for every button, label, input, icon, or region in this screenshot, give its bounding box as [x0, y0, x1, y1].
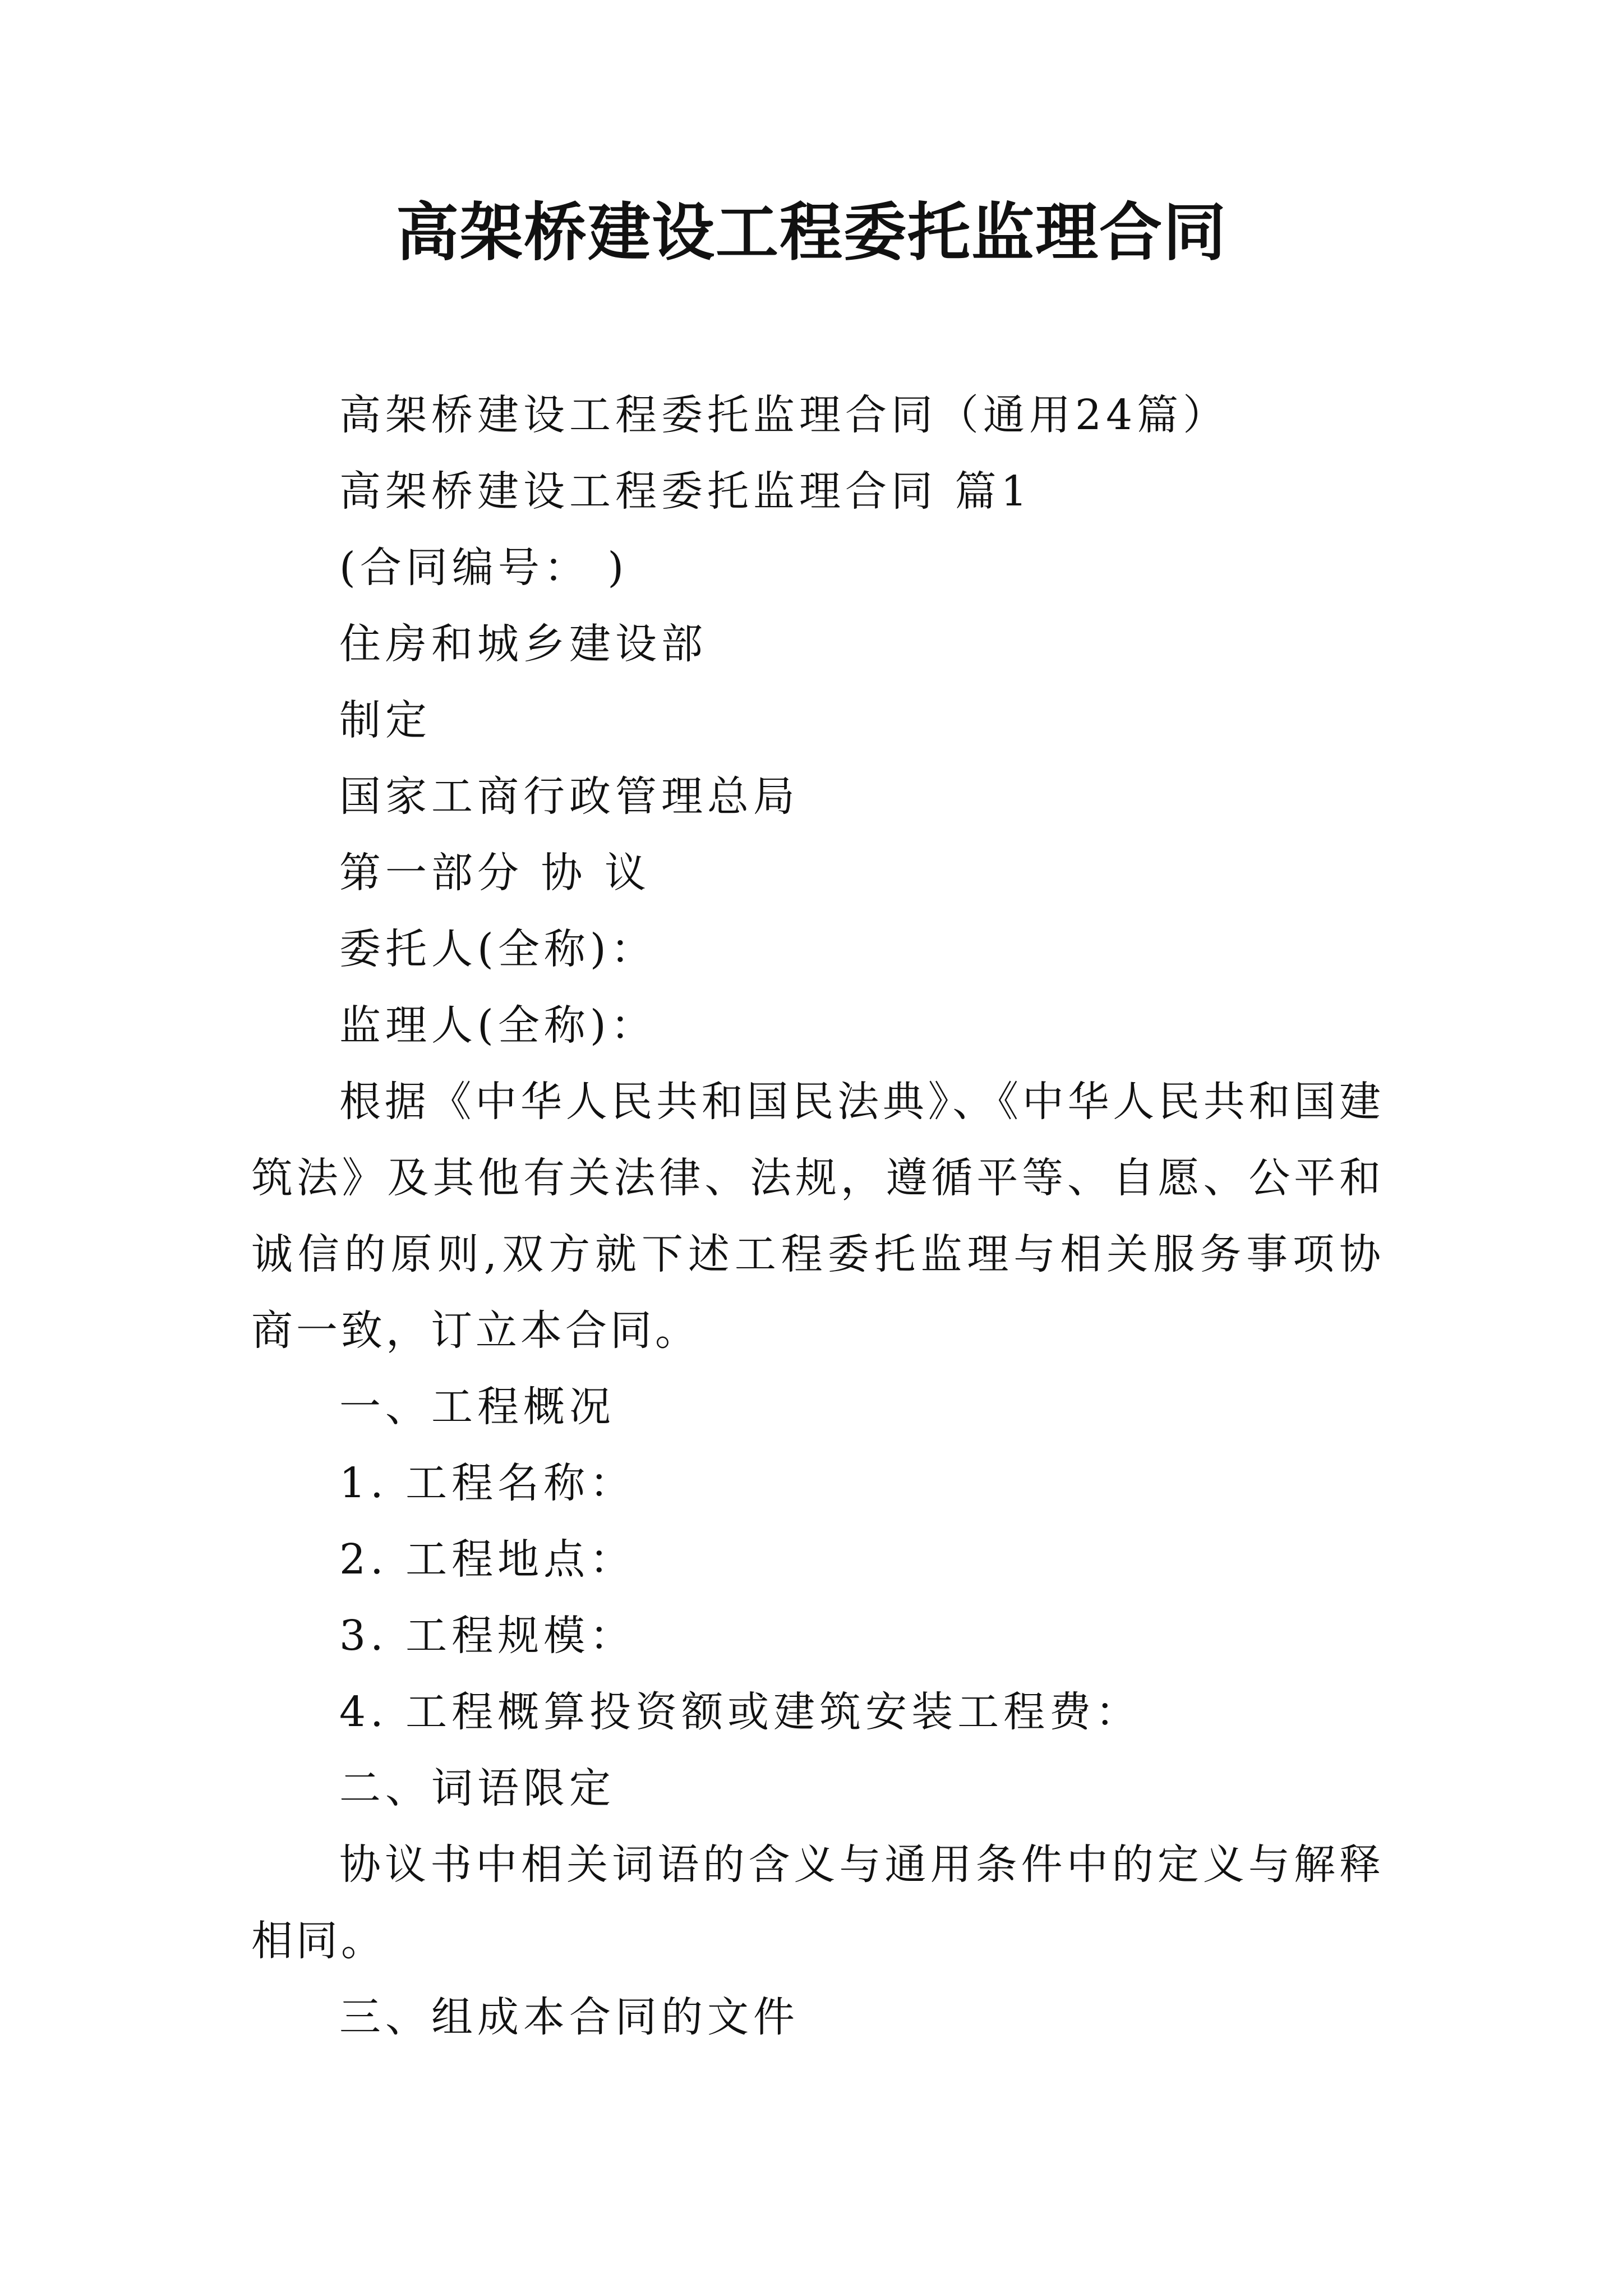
item-project-location: 2. 工程地点： [339, 1535, 636, 1584]
section-heading: 第一部分 协 议 [339, 849, 651, 897]
client-field: 委托人(全称)： [339, 925, 657, 973]
item-project-budget: 4. 工程概算投资额或建筑安装工程费： [339, 1688, 1142, 1736]
heading-contract-documents: 三、组成本合同的文件 [339, 1993, 799, 2041]
intro-paragraph: 根据《中华人民共和国民法典》、《中华人民共和国建筑法》及其他有关法律、法规，遵循平等、自愿、公平和诚信的原则,双方就下述工程委托监理与相关服务事项协商一致，订立本合同。 [251, 1078, 1384, 1355]
item-project-name: 1. 工程名称： [339, 1459, 636, 1507]
contract-number: (合同编号： ) [339, 544, 629, 592]
issuer-ministry: 住房和城乡建设部 [339, 620, 707, 668]
supervisor-field: 监理人(全称)： [339, 1001, 657, 1050]
issuer-administration: 国家工商行政管理总局 [339, 772, 799, 821]
part-heading: 高架桥建设工程委托监理合同 篇1 [339, 467, 1032, 516]
item-project-scale: 3. 工程规模： [339, 1612, 636, 1660]
heading-project-overview: 一、工程概况 [339, 1383, 615, 1431]
definition-paragraph: 协议书中相关词语的含义与通用条件中的定义与解释相同。 [251, 1841, 1384, 1965]
document-subtitle: 高架桥建设工程委托监理合同（通用24篇） [339, 391, 1229, 439]
issuer-action: 制定 [339, 696, 431, 744]
heading-definitions: 二、词语限定 [339, 1764, 615, 1812]
document-title: 高架桥建设工程委托监理合同 [396, 196, 1227, 269]
